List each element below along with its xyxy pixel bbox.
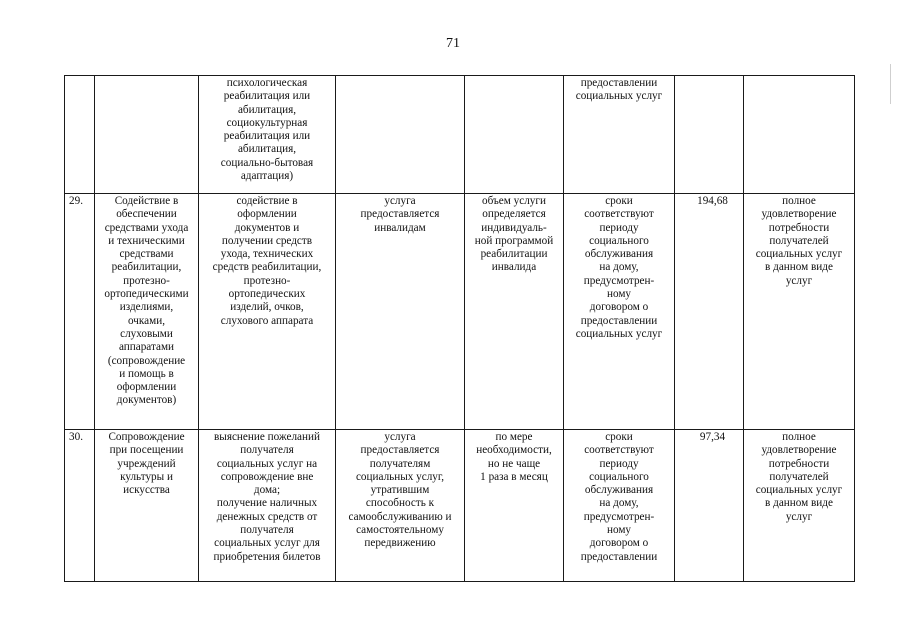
cell-price: 194,68 <box>675 194 744 430</box>
cell-price: 97,34 <box>675 430 744 582</box>
cell-number: 29. <box>65 194 95 430</box>
table-row-continued <box>65 76 855 194</box>
services-table <box>64 75 855 582</box>
cell-price <box>675 76 744 194</box>
cell-service-content: выяснение пожеланий получателя социальных услуг на сопровождение вне дома; получение наличных денежных средств от получателя социальных услуг для приобретения билетов <box>199 430 336 582</box>
cell-service-volume: объем услуги определяется индивидуаль- ной программой реабилитации инвалида <box>465 194 564 430</box>
cell-quality-indicators: полное удовлетворение потребности получателей социальных услуг в данном виде услуг <box>744 194 855 430</box>
cell-service-name: Сопровождение при посещении учреждений культуры и искусства <box>95 430 199 582</box>
cell-number <box>65 76 95 194</box>
cell-service-terms: сроки соответствуют периоду социального обслуживания на дому, предусмотрен- ному договором о предоставлении социальных услуг <box>564 194 675 430</box>
cell-service-volume: по мере необходимости, но не чаще 1 раза в месяц <box>465 430 564 582</box>
page-number: 71 <box>446 36 460 51</box>
scan-edge-mark <box>890 64 891 104</box>
cell-quality-indicators: полное удовлетворение потребности получателей социальных услуг в данном виде услуг <box>744 430 855 582</box>
cell-service-terms: сроки соответствуют периоду социального обслуживания на дому, предусмотрен- ному договором о предоставлении <box>564 430 675 582</box>
cell-number: 30. <box>65 430 95 582</box>
cell-service-conditions: услуга предоставляется инвалидам <box>336 194 465 430</box>
cell-service-conditions: услуга предоставляется получателям социальных услуг, утратившим способность к самообслуживанию и самостоятельному передвижению <box>336 430 465 582</box>
cell-service-name <box>95 76 199 194</box>
cell-quality-indicators <box>744 76 855 194</box>
cell-service-terms: предоставлении социальных услуг <box>564 76 675 194</box>
cell-service-content: содействие в оформлении документов и получении средств ухода, технических средств реабилитации, протезно- ортопедических изделий, очков, слухового аппарата <box>199 194 336 430</box>
cell-service-content: психологическая реабилитация или абилитация, социокультурная реабилитация или абилитация, социально-бытовая адаптация) <box>199 76 336 194</box>
table-row-29 <box>65 194 855 430</box>
cell-service-name: Содействие в обеспечении средствами ухода и техническими средствами реабилитации, протезно- ортопедическими изделиями, очками, слуховыми аппаратами (сопровождение и помощь в оформлении документов) <box>95 194 199 430</box>
table-row-30 <box>65 430 855 582</box>
cell-service-conditions <box>336 76 465 194</box>
cell-service-volume <box>465 76 564 194</box>
